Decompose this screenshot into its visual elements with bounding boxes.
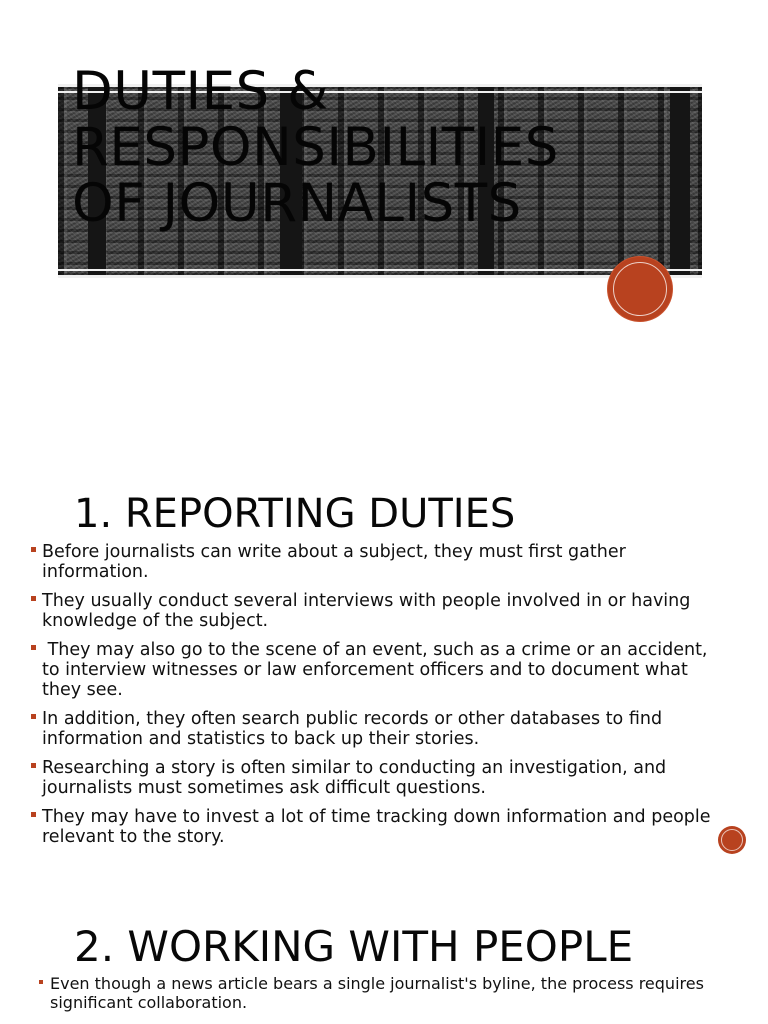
title-slide [0, 0, 768, 470]
working-with-people-slide [0, 890, 768, 1024]
bullet-text: They may have to invest a lot of time tracking down information and people relevant to the story. [42, 807, 711, 847]
bullet-item [30, 807, 720, 847]
bullet-text: They may also go to the scene of an event, such as a crime or an accident, to interview witnesses or law enforcement officers and to document what they see. [42, 640, 714, 700]
section-heading: 1. REPORTING DUTIES [74, 491, 516, 537]
bullet-item [30, 758, 720, 798]
bullet-marker-icon [31, 714, 36, 719]
bullet-list [30, 542, 720, 856]
bullet-marker-icon [31, 547, 36, 552]
decorative-circle-small [718, 826, 746, 854]
bullet-item [30, 709, 720, 749]
bullet-text: They usually conduct several interviews with people involved in or having knowledge of the subject. [42, 591, 691, 631]
bullet-marker-icon [31, 596, 36, 601]
bullet-text: Even though a news article bears a single journalist's byline, the process requires significant collaboration. [50, 974, 704, 1012]
section-heading: 2. WORKING WITH PEOPLE [74, 922, 634, 971]
bullet-marker-icon [31, 812, 36, 817]
reporting-duties-slide [0, 470, 768, 890]
bullet-marker-icon [39, 980, 43, 984]
bullet-item [38, 974, 738, 1012]
title-line-3: OF JOURNALISTS [72, 173, 522, 234]
bullet-item [30, 640, 720, 700]
bullet-text: Researching a story is often similar to conducting an investigation, and journalists must sometimes ask difficult questions. [42, 758, 667, 798]
bullet-item [30, 591, 720, 631]
bullet-text: Before journalists can write about a subject, they must first gather information. [42, 542, 626, 582]
bullet-list [38, 974, 738, 1020]
bullet-item [30, 542, 720, 582]
decorative-circle [608, 257, 672, 321]
title-line-2: RESPONSIBILITIES [72, 117, 559, 178]
bullet-marker-icon [31, 645, 36, 650]
title-line-1: DUTIES & [72, 61, 329, 122]
bullet-marker-icon [31, 763, 36, 768]
bullet-text: In addition, they often search public records or other databases to find information and statistics to back up their stories. [42, 709, 663, 749]
presentation-title [72, 61, 559, 234]
